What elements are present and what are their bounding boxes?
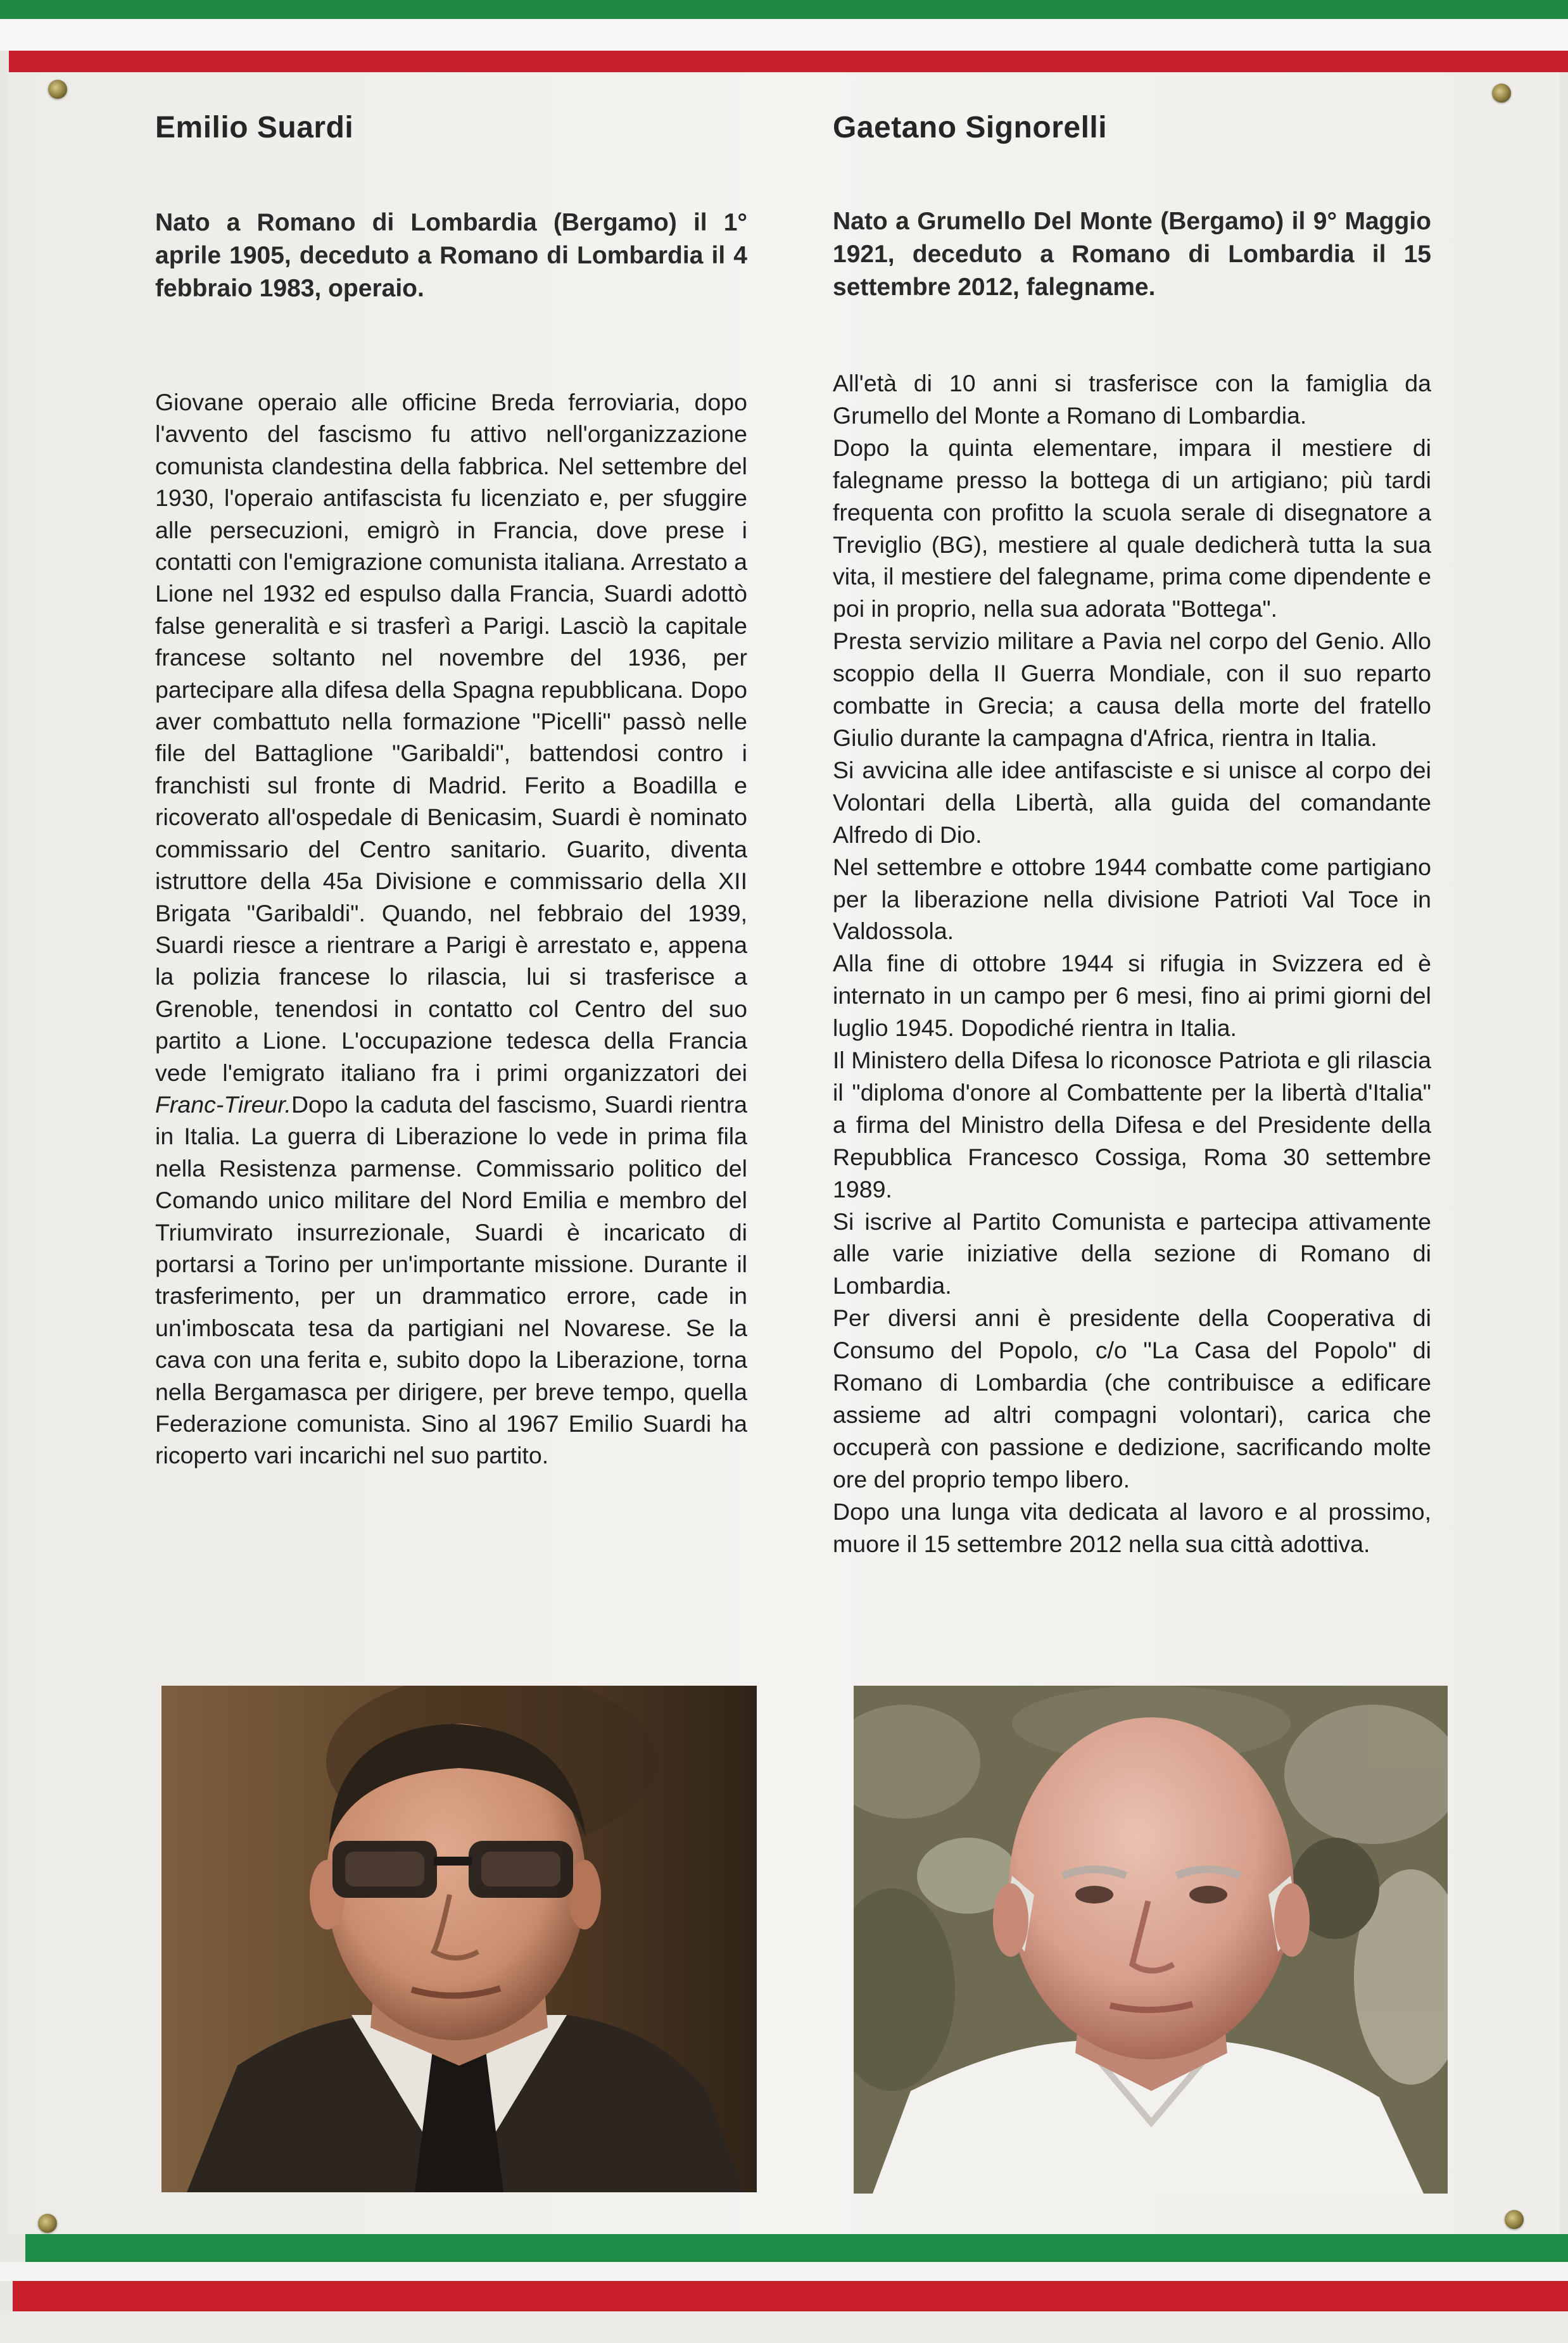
biography-paragraph: Presta servizio militare a Pavia nel corpo del Genio. Allo scoppio della II Guerra Mondiale, con il suo reparto combatte in Grecia; a causa della morte del fratello Giulio durante la campagna d'Africa, rientra in Italia. — [833, 628, 1431, 751]
biography-paragraph: Il Ministero della Difesa lo riconosce Patriota e gli rilascia il "diploma d'onore al Combattente per la libertà d'Italia" a firma del Ministro della Difesa e del Presidente della Repubblica Francesco Cossiga, Roma 30 settembre 1989. — [833, 1047, 1431, 1203]
biography-paragraph: Si iscrive al Partito Comunista e partecipa attivamente alle varie iniziative della sezione di Romano di Lombardia. — [833, 1208, 1431, 1299]
person-bio: Nato a Grumello Del Monte (Bergamo) il 9° Maggio 1921, deceduto a Romano di Lombardia il 15 settembre 2012, falegname. — [833, 208, 1431, 301]
flag-stripe-red-top — [9, 51, 1568, 72]
biography-text — [155, 386, 747, 1472]
person-name: Gaetano Signorelli — [833, 111, 1108, 144]
biography-text-part: Giovane operaio alle officine Breda ferroviaria, dopo l'avvento del fascismo fu attivo nell'organizzazione comunista clandestina della fabbrica. Nel settembre del 1930, l'operaio antifascista fu licenziato e, per sfuggire alle persecuzioni, emigrò in Francia, dove prese i contatti con l'emigrazione comunista italiana. Arrestato a Lione nel 1932 ed espulso dalla Francia, Suardi adottò false generalità e si trasferì a Parigi. Lasciò la capitale francese soltanto nel novembre del 1936, per partecipare alla difesa della Spagna repubblicana. Dopo aver combattuto nella formazione "Picelli" passò nelle file del Battaglione "Garibaldi", battendosi contro i franchisti sul fronte di Madrid. Ferito a Boadilla e ricoverato all'ospedale di Benicasim, Suardi è nominato commissario del Centro sanitario. Guarito, diventa istruttore della 45a Divisione e commissario della XII Brigata "Garibaldi". Quando, nel febbraio del 1939, Suardi riesce a rientrare a Parigi è arrestato e, appena la polizia francese lo rilascia, lui si trasferisce a Grenoble, tenendosi in contatto col Centro del suo partito a Lione. L'occupazione tedesca della Francia vede l'emigrato italiano fra i primi organizzatori dei — [155, 389, 747, 1086]
biography-emilio-suardi — [155, 108, 747, 1469]
person-bio: Nato a Romano di Lombardia (Bergamo) il 1° aprile 1905, deceduto a Romano di Lombardia il 4 febbraio 1983, operaio. — [155, 209, 747, 302]
biography-paragraph: Alla fine di ottobre 1944 si rifugia in Svizzera ed è internato in un campo per 6 mesi, fino ai primi giorni del luglio 1945. Dopodiché rientra in Italia. — [833, 950, 1431, 1042]
biography-text — [833, 367, 1431, 1560]
flag-stripe-white-top — [0, 19, 1568, 51]
screw-icon — [1505, 2210, 1524, 2229]
flag-stripe-white-bottom — [0, 2262, 1568, 2281]
portrait-emilio-suardi — [161, 1686, 757, 2192]
biography-text-italic: Franc-Tireur. — [155, 1090, 291, 1118]
flag-stripe-green-top — [0, 0, 1568, 19]
biography-paragraph: Per diversi anni è presidente della Cooperativa di Consumo del Popolo, c/o "La Casa del Popolo" di Romano di Lombardia (che contribuisce a edificare assieme ad altri compagni volontari), carica che occuperà con passione e dedizione, sacrificando molte ore del proprio tempo libero. — [833, 1304, 1431, 1493]
biography-text-part: Dopo la caduta del fascismo, Suardi rientra in Italia. La guerra di Liberazione lo vede in prima fila nella Resistenza parmense. Commissario politico del Comando unico militare del Nord Emilia e membro del Triumvirato insurrezionale, Suardi è incaricato di portarsi a Torino per un'importante missione. Durante il trasferimento, per un drammatico errore, cade in un'imboscata tesa da partigiani nel Novarese. Se la cava con una ferita e, subito dopo la Liberazione, torna nella Bergamasca per dirigere, per breve tempo, quella Federazione comunista. Sino al 1967 Emilio Suardi ha ricoperto vari incarichi nel suo partito. — [155, 1090, 747, 1469]
screw-icon — [1492, 84, 1511, 103]
biography-paragraph: Nel settembre e ottobre 1944 combatte come partigiano per la liberazione nella divisione Patrioti Val Toce in Valdossola. — [833, 853, 1431, 945]
floor-edge — [0, 2311, 1568, 2343]
biography-paragraph: All'età di 10 anni si trasferisce con la famiglia da Grumello del Monte a Romano di Lombardia. — [833, 370, 1431, 429]
portrait-gaetano-signorelli — [854, 1686, 1448, 2194]
biography-gaetano-signorelli — [833, 108, 1431, 1557]
flag-stripe-green-bottom — [25, 2234, 1568, 2262]
biography-paragraph: Dopo una lunga vita dedicata al lavoro e al prossimo, muore il 15 settembre 2012 nella sua città adottiva. — [833, 1498, 1431, 1557]
flag-stripe-red-bottom — [13, 2281, 1568, 2311]
biography-paragraph: Dopo la quinta elementare, impara il mestiere di falegname presso la bottega di un artigiano; più tardi frequenta con profitto la scuola serale di disegnatore a Treviglio (BG), mestiere al quale dedicherà tutta la sua vita, il mestiere del falegname, prima come dipendente e poi in proprio, nella sua adorata "Bottega". — [833, 434, 1431, 622]
screw-icon — [38, 2214, 57, 2233]
screw-icon — [48, 80, 67, 99]
biography-paragraph: Si avvicina alle idee antifasciste e si unisce al corpo dei Volontari della Libertà, alla guida del comandante Alfredo di Dio. — [833, 756, 1431, 848]
person-name: Emilio Suardi — [155, 111, 354, 144]
